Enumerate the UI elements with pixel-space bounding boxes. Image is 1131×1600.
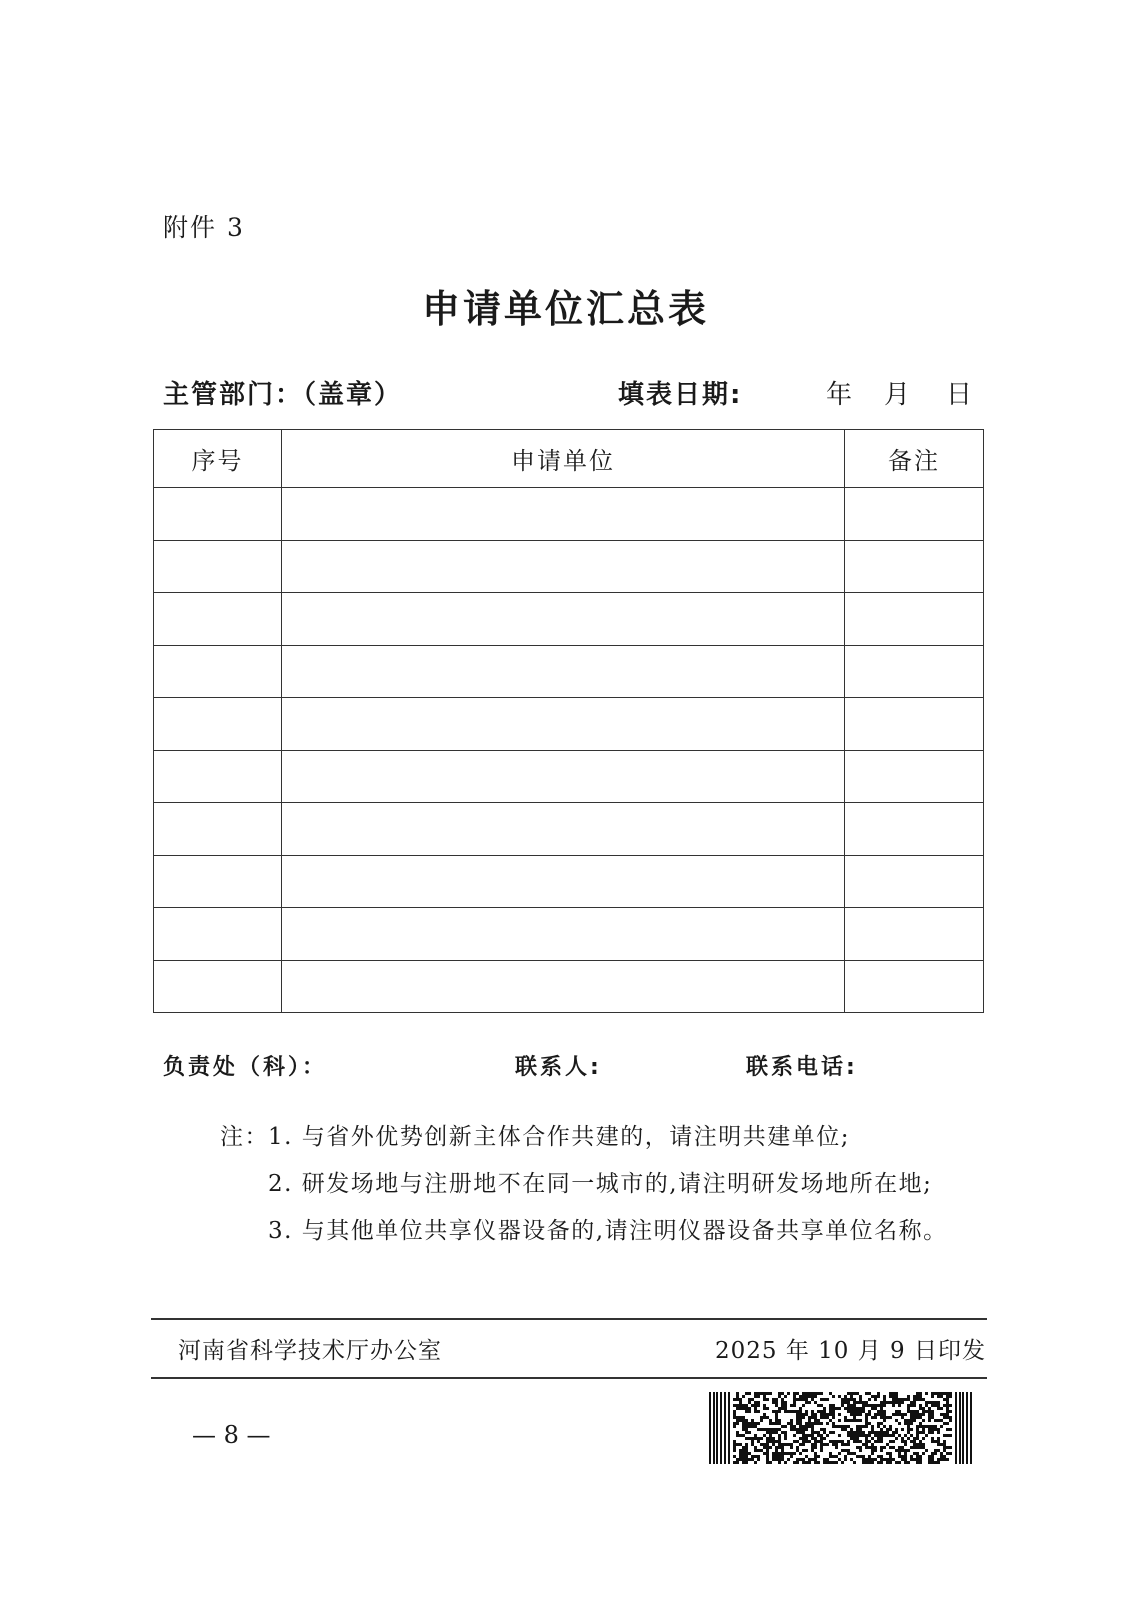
cell-index[interactable] <box>154 908 282 961</box>
table-row <box>154 698 984 751</box>
cell-index[interactable] <box>154 750 282 803</box>
cell-applicant[interactable] <box>282 698 845 751</box>
attachment-label: 附件 3 <box>163 213 245 242</box>
cell-remarks[interactable] <box>845 960 984 1013</box>
cell-remarks[interactable] <box>845 908 984 961</box>
cell-applicant[interactable] <box>282 803 845 856</box>
note-item-3: 3. 与其他单位共享仪器设备的,请注明仪器设备共享单位名称。 <box>268 1218 948 1244</box>
cell-applicant[interactable] <box>282 908 845 961</box>
table-row <box>154 960 984 1013</box>
note-item-1: 1. 与省外优势创新主体合作共建的，请注明共建单位; <box>268 1124 851 1150</box>
cell-applicant[interactable] <box>282 750 845 803</box>
table-row <box>154 540 984 593</box>
note-item-2: 2. 研发场地与注册地不在同一城市的,请注明研发场地所在地; <box>268 1171 933 1197</box>
cell-remarks[interactable] <box>845 488 984 541</box>
column-header-remarks: 备注 <box>845 430 984 488</box>
table-row <box>154 488 984 541</box>
cell-applicant[interactable] <box>282 593 845 646</box>
date-month-label: 月 <box>884 380 913 410</box>
responsible-department-label: 负责处（科）： <box>163 1055 328 1080</box>
cell-index[interactable] <box>154 593 282 646</box>
colophon-top-rule <box>151 1318 987 1320</box>
cell-remarks[interactable] <box>845 698 984 751</box>
cell-index[interactable] <box>154 855 282 908</box>
cell-index[interactable] <box>154 540 282 593</box>
cell-remarks[interactable] <box>845 855 984 908</box>
2d-barcode-icon <box>709 1392 974 1464</box>
table-row <box>154 645 984 698</box>
table-row <box>154 855 984 908</box>
page-number: — 8 — <box>192 1421 271 1449</box>
cell-applicant[interactable] <box>282 540 845 593</box>
cell-index[interactable] <box>154 645 282 698</box>
cell-remarks[interactable] <box>845 803 984 856</box>
table-row <box>154 593 984 646</box>
issue-date: 2025 年 10 月 9 日印发 <box>715 1338 986 1364</box>
issuing-office: 河南省科学技术厅办公室 <box>178 1338 442 1364</box>
notes-label: 注： <box>220 1124 269 1150</box>
colophon-bottom-rule <box>151 1377 987 1379</box>
cell-remarks[interactable] <box>845 593 984 646</box>
table-header-row <box>154 430 984 488</box>
contact-person-label: 联系人: <box>515 1055 602 1080</box>
cell-remarks[interactable] <box>845 645 984 698</box>
table-row <box>154 750 984 803</box>
contact-phone-label: 联系电话: <box>746 1055 858 1080</box>
cell-applicant[interactable] <box>282 645 845 698</box>
date-year-label: 年 <box>826 380 855 410</box>
department-label: 主管部门：（盖章） <box>163 380 403 410</box>
cell-remarks[interactable] <box>845 540 984 593</box>
cell-remarks[interactable] <box>845 750 984 803</box>
cell-applicant[interactable] <box>282 960 845 1013</box>
table-row <box>154 908 984 961</box>
date-day-label: 日 <box>946 380 975 410</box>
column-header-applicant: 申请单位 <box>282 430 845 488</box>
page-title: 申请单位汇总表 <box>421 287 709 331</box>
column-header-index: 序号 <box>154 430 282 488</box>
cell-applicant[interactable] <box>282 855 845 908</box>
cell-index[interactable] <box>154 698 282 751</box>
cell-index[interactable] <box>154 803 282 856</box>
date-label: 填表日期: <box>618 380 743 410</box>
cell-index[interactable] <box>154 960 282 1013</box>
cell-applicant[interactable] <box>282 488 845 541</box>
applicant-summary-table <box>153 429 984 1013</box>
cell-index[interactable] <box>154 488 282 541</box>
table-row <box>154 803 984 856</box>
